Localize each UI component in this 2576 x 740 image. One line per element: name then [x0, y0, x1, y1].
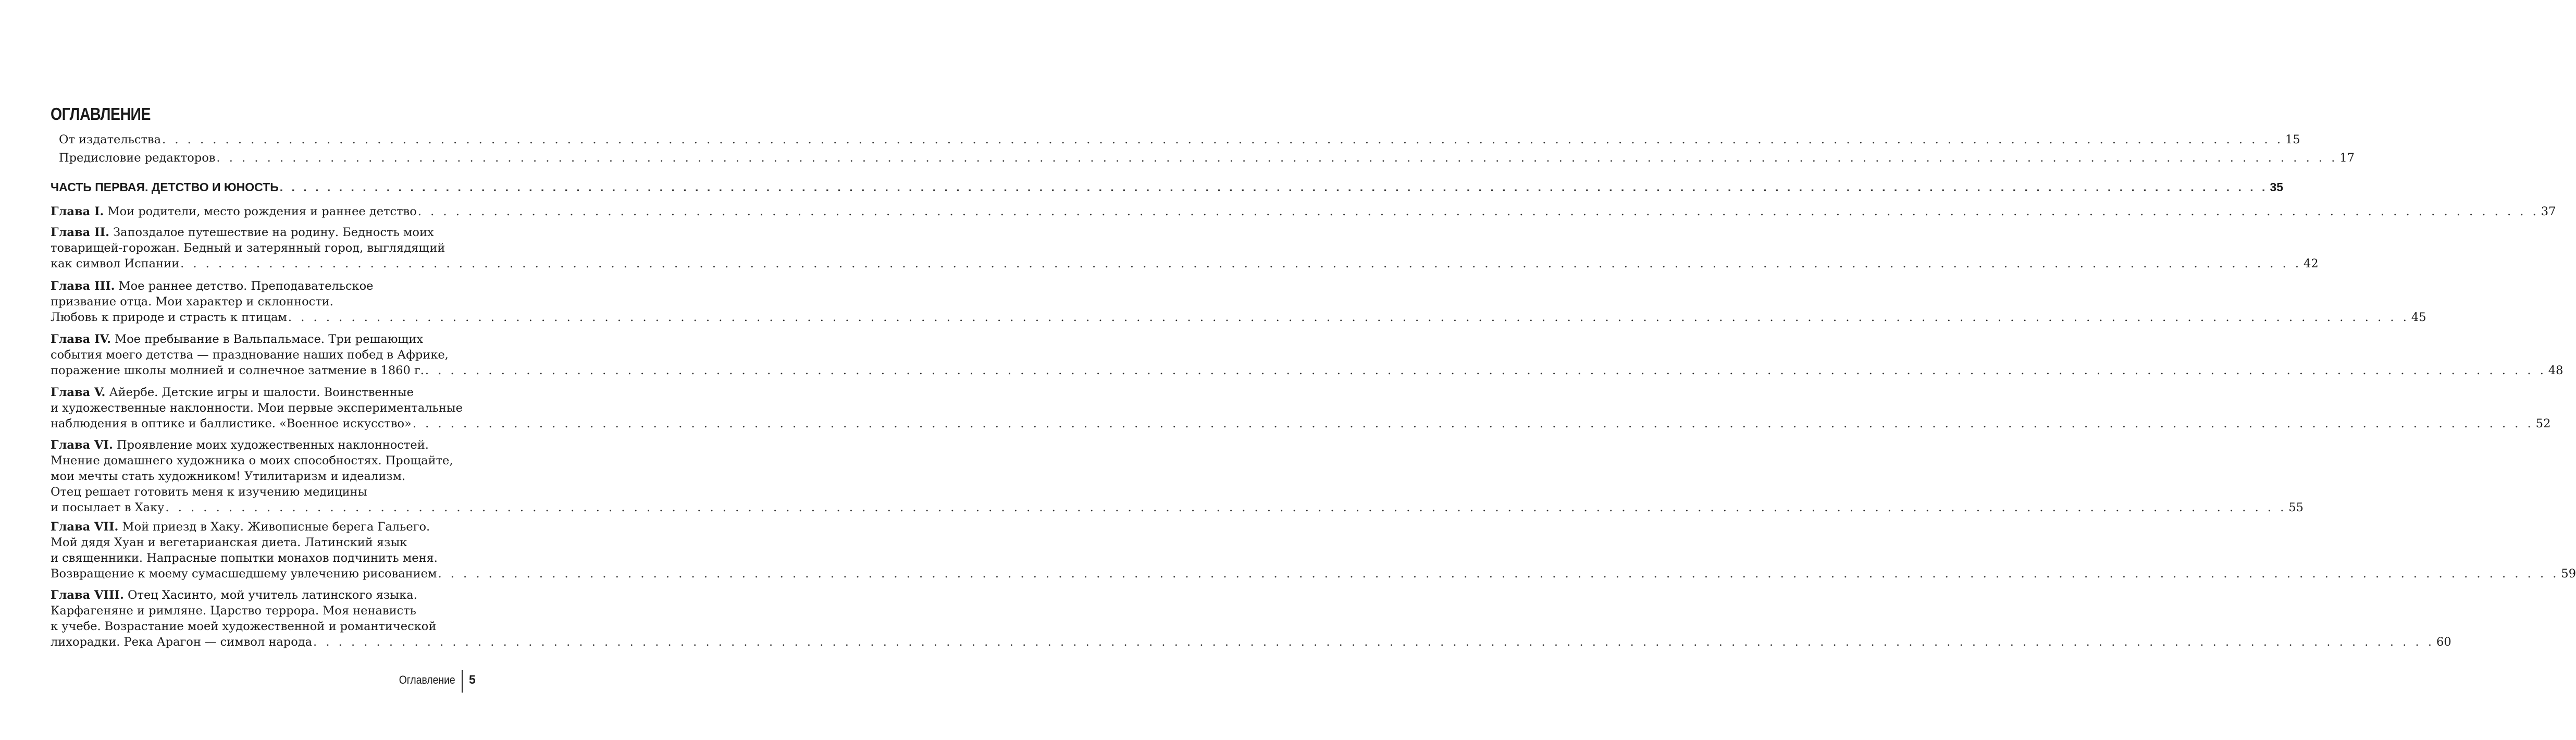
toc-entry-part-one[interactable] — [51, 179, 2284, 195]
entry-text: мои мечты стать художником! Утилитаризм и идеализм. — [51, 470, 406, 483]
page-footer — [0, 670, 521, 691]
entry-text: призвание отца. Мои характер и склонности. — [51, 295, 333, 309]
entry-text: Мое раннее детство. Преподавательское — [118, 279, 374, 293]
chapter-label: Глава VIII. — [51, 588, 124, 602]
entry-text: события моего детства — празднование наших побед в Африке, — [51, 348, 449, 362]
dot-leader — [165, 500, 2286, 515]
entry-text: Мнение домашнего художника о моих способностях. Прощайте, — [51, 454, 453, 467]
entry-text: наблюдения в оптике и баллистике. «Военное искусство» — [51, 417, 412, 430]
chapter-label: Глава IV. — [51, 332, 111, 346]
chapter-label: Глава VII. — [51, 520, 119, 534]
entry-text: Мой дядя Хуан и вегетарианская диета. Латинский язык — [51, 536, 407, 549]
footer-page-number: 5 — [469, 673, 476, 686]
entry-text: Любовь к природе и страсть к птицам — [51, 311, 287, 324]
page-number: 60 — [2436, 635, 2451, 649]
entry-text: поражение школы молнией и солнечное затмение в 1860 г. — [51, 364, 424, 377]
page-number: 52 — [2535, 417, 2551, 430]
entry-text: Запоздалое путешествие на родину. Бедность моих — [113, 226, 434, 239]
entry-text: и художественные наклонности. Мои первые экспериментальные — [51, 401, 463, 415]
entry-text: Карфагеняне и римляне. Царство террора. Моя ненависть — [51, 604, 416, 618]
page-number: 45 — [2411, 311, 2426, 324]
page-number: 42 — [2303, 257, 2319, 270]
entry-text: Мои родители, место рождения и раннее детство — [107, 205, 417, 218]
dot-leader — [216, 150, 2337, 166]
entry-text: Мое пребывание в Вальпальмасе. Три решающих — [115, 332, 424, 346]
entry-text: и посылает в Хаку — [51, 501, 165, 514]
dot-leader — [162, 132, 2283, 147]
running-footer-section: Оглавление — [399, 673, 455, 686]
page-number: 37 — [2541, 205, 2556, 218]
entry-text: Мой приезд в Хаку. Живописные берега Гальего. — [122, 520, 430, 534]
entry-text: Возвращение к моему сумасшедшему увлечению рисованием — [51, 567, 437, 581]
dot-leader — [418, 204, 2539, 219]
page-number: 55 — [2288, 501, 2303, 514]
dot-leader — [280, 179, 2268, 195]
entry-text: как символ Испании — [51, 257, 180, 270]
entry-text: лихорадки. Река Арагон — символ народа — [51, 635, 313, 649]
entry-text: От издательства — [59, 133, 162, 146]
chapter-label: Глава III. — [51, 279, 115, 293]
dot-leader — [313, 634, 2434, 650]
chapter-label: Глава I. — [51, 205, 104, 218]
entry-text: к учебе. Возрастание моей художественной и романтической — [51, 620, 437, 633]
dot-leader — [413, 416, 2534, 431]
toc-entry-chapter-1[interactable] — [51, 204, 2556, 219]
chapter-label: Глава II. — [51, 226, 109, 239]
chapter-label: Глава VI. — [51, 438, 113, 452]
chapter-label: Глава V. — [51, 386, 106, 399]
page-number: 48 — [2548, 364, 2563, 377]
entry-text: Проявление моих художественных наклонностей. — [117, 438, 429, 452]
toc-entry-publisher[interactable] — [59, 132, 2300, 147]
page-number: 35 — [2270, 180, 2284, 194]
toc-entry-editors-preface[interactable] — [59, 150, 2355, 166]
entry-text: Отец решает готовить меня к изучению медицины — [51, 485, 367, 499]
entry-text: Айербе. Детские игры и шалости. Воинственные — [109, 386, 414, 399]
page-number: 15 — [2285, 133, 2300, 146]
dot-leader — [438, 566, 2559, 582]
entry-text: ЧАСТЬ ПЕРВАЯ. ДЕТСТВО И ЮНОСТЬ — [51, 180, 279, 194]
entry-text: Отец Хасинто, мой учитель латинского языка. — [128, 588, 417, 602]
dot-leader — [288, 310, 2409, 325]
entry-text: Предисловие редакторов — [59, 151, 216, 165]
page-number: 17 — [2339, 151, 2355, 165]
dot-leader — [425, 363, 2546, 378]
page-title: ОГЛАВЛЕНИЕ — [51, 104, 151, 124]
entry-text: товарищей-горожан. Бедный и затерянный город, выглядящий — [51, 241, 445, 255]
page-number: 59 — [2561, 567, 2576, 581]
footer-divider — [462, 670, 463, 693]
dot-leader — [180, 256, 2301, 272]
entry-text: и священники. Напрасные попытки монахов подчинить меня. — [51, 551, 438, 565]
